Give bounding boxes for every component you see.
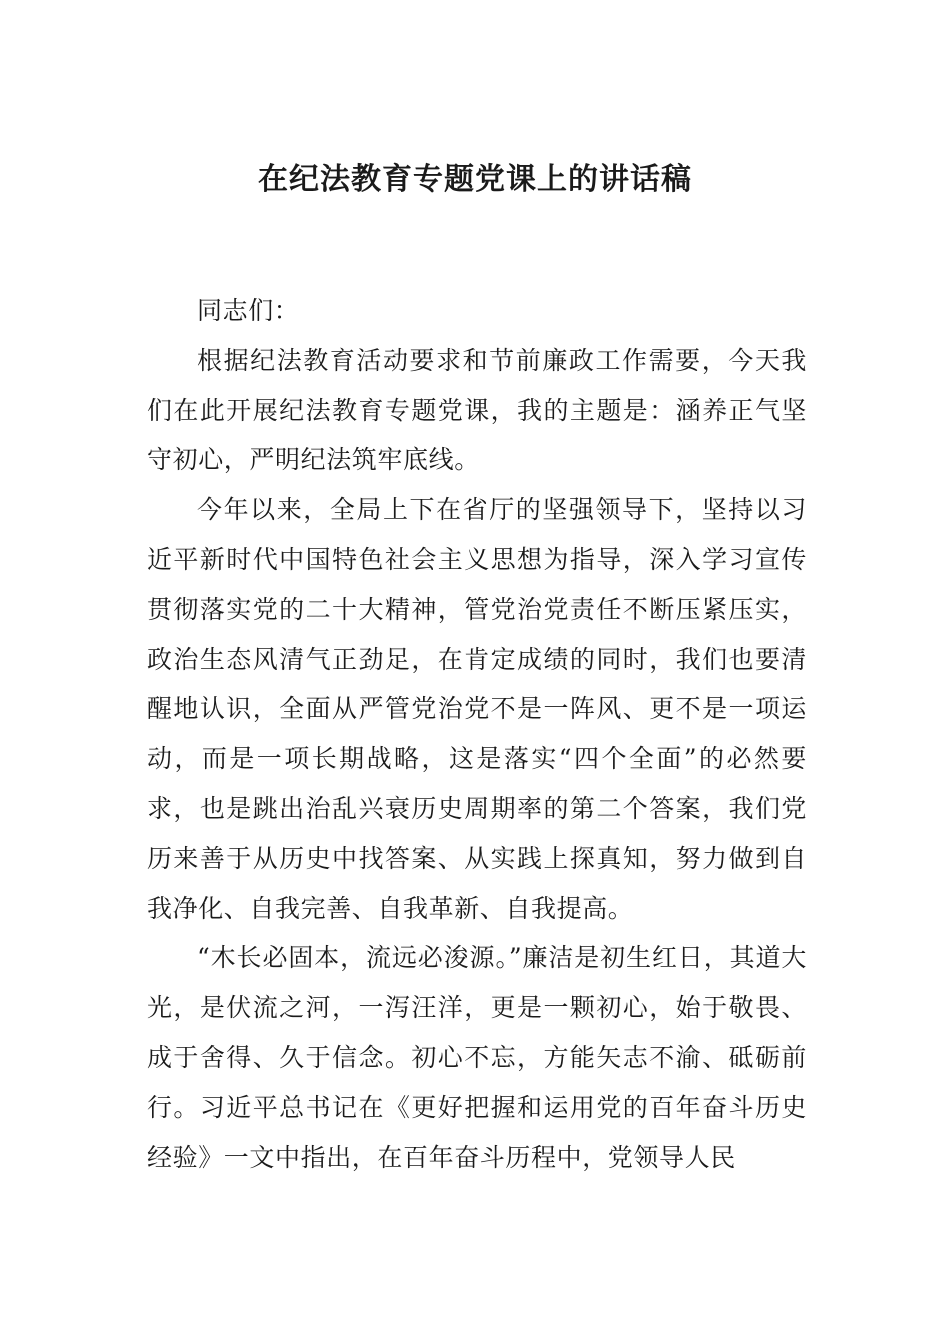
body-paragraph: 根据纪法教育活动要求和节前廉政工作需要，今天我们在此开展纪法教育专题党课，我的主题是：涵养正气坚守初心，严明纪法筑牢底线。 xyxy=(147,345,807,475)
salutation-paragraph: 同志们： xyxy=(197,296,300,325)
document-title: 在纪法教育专题党课上的讲话稿 xyxy=(258,162,692,197)
body-paragraph: “木长必固本，流远必浚源。”廉洁是初生红日，其道大光，是伏流之河，一泻汪洋，更是一颗初心，始于敬畏、成于舍得、久于信念。初心不忘，方能矢志不渝、砥砺前行。习近平总书记在《更好把握和运用党的百年奋斗历史经验》一文中指出，在百年奋斗历程中，党领导人民 xyxy=(147,943,807,1172)
body-paragraph: 今年以来，全局上下在省厅的坚强领导下，坚持以习近平新时代中国特色社会主义思想为指导，深入学习宣传贯彻落实党的二十大精神，管党治党责任不断压紧压实，政治生态风清气正劲足，在肯定成绩的同时，我们也要清醒地认识，全面从严管党治党不是一阵风、更不是一项运动，而是一项长期战略，这是落实“四个全面”的必然要求，也是跳出治乱兴衰历史周期率的第二个答案，我们党历来善于从历史中找答案、从实践上探真知，努力做到自我净化、自我完善、自我革新、自我提高。 xyxy=(147,495,807,923)
document-body xyxy=(147,286,807,1182)
